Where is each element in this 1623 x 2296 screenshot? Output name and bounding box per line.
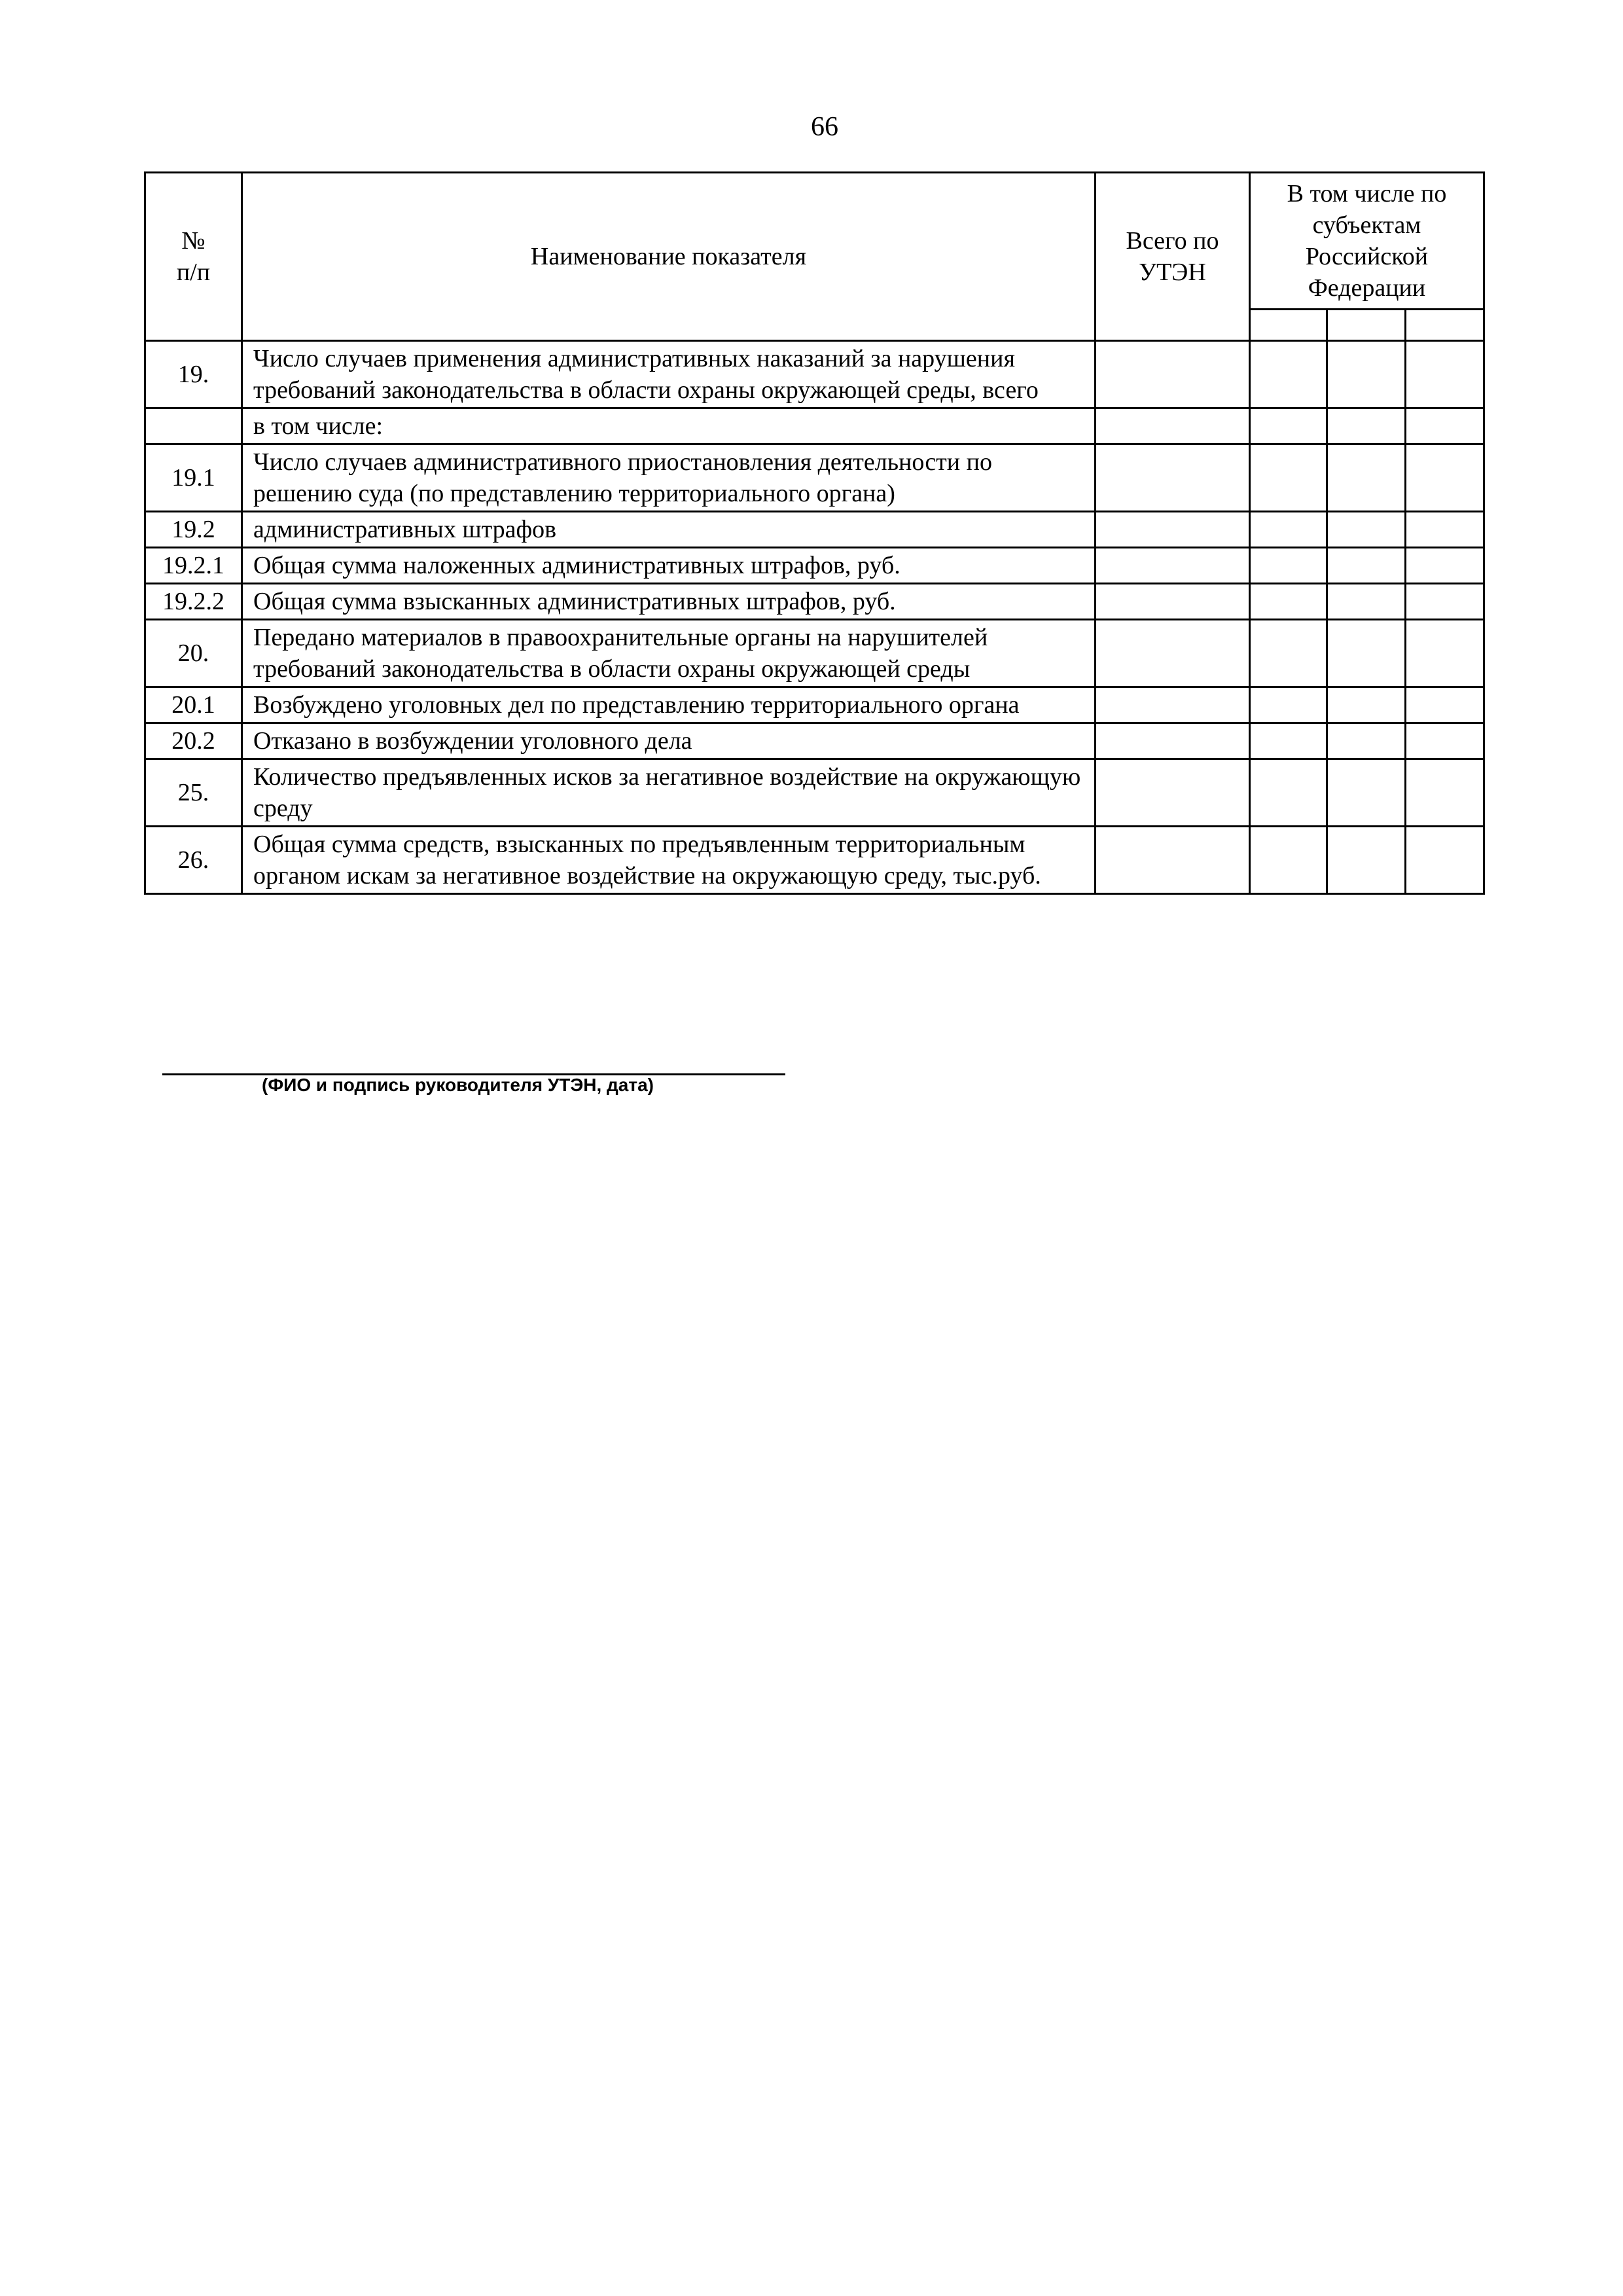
subject-value-cell-3[interactable] — [1406, 687, 1484, 723]
total-value-cell[interactable] — [1096, 584, 1250, 620]
row-number: 19.2.1 — [145, 548, 242, 584]
subject-value-cell-1[interactable] — [1250, 584, 1327, 620]
indicators-table — [144, 171, 1485, 895]
subject-value-cell-1[interactable] — [1250, 512, 1327, 548]
subject-value-cell-3[interactable] — [1406, 408, 1484, 444]
table-row — [145, 620, 1484, 687]
subject-value-cell-3[interactable] — [1406, 548, 1484, 584]
table-header-row — [145, 173, 1484, 310]
header-total-text: Всего по УТЭН — [1126, 227, 1219, 286]
subject-value-cell-2[interactable] — [1327, 548, 1406, 584]
row-number: 19.1 — [145, 444, 242, 512]
table-row — [145, 584, 1484, 620]
indicator-name: Возбуждено уголовных дел по представлению территориального органа — [242, 687, 1096, 723]
subject-value-cell-2[interactable] — [1327, 444, 1406, 512]
indicator-name: Число случаев применения административных наказаний за нарушения требований законодательства в области охраны окружающей среды, всего — [242, 341, 1096, 408]
indicator-name: Общая сумма средств, взысканных по предъявленным территориальным органом искам за негативное воздействие на окружающую среду, тыс.руб. — [242, 827, 1096, 894]
table-row — [145, 512, 1484, 548]
subject-value-cell-3[interactable] — [1406, 759, 1484, 827]
indicator-name: в том числе: — [242, 408, 1096, 444]
subject-value-cell-2[interactable] — [1327, 827, 1406, 894]
indicator-name: Общая сумма взысканных административных штрафов, руб. — [242, 584, 1096, 620]
header-subjects-text: В том числе по субъектам Российской Федерации — [1287, 180, 1447, 302]
total-value-cell[interactable] — [1096, 548, 1250, 584]
subject-value-cell-3[interactable] — [1406, 723, 1484, 759]
subject-value-cell-3[interactable] — [1406, 584, 1484, 620]
total-value-cell[interactable] — [1096, 687, 1250, 723]
subject-value-cell-3[interactable] — [1406, 620, 1484, 687]
total-value-cell[interactable] — [1096, 827, 1250, 894]
subject-value-cell-3[interactable] — [1406, 512, 1484, 548]
row-number: 19.2 — [145, 512, 242, 548]
subject-value-cell-2[interactable] — [1327, 512, 1406, 548]
indicator-name: Отказано в возбуждении уголовного дела — [242, 723, 1096, 759]
signature-caption: (ФИО и подпись руководителя УТЭН, дата) — [262, 1075, 654, 1095]
header-num-text: № п/п — [176, 227, 211, 286]
indicator-name: Число случаев административного приостановления деятельности по решению суда (по представлению территориального органа) — [242, 444, 1096, 512]
subject-value-cell-1[interactable] — [1250, 548, 1327, 584]
table-row — [145, 548, 1484, 584]
subject-value-cell-3[interactable] — [1406, 827, 1484, 894]
header-num — [145, 173, 242, 341]
subject-col-3-header — [1406, 310, 1484, 341]
row-number: 26. — [145, 827, 242, 894]
subject-value-cell-1[interactable] — [1250, 444, 1327, 512]
row-number: 19.2.2 — [145, 584, 242, 620]
header-name — [242, 173, 1096, 341]
total-value-cell[interactable] — [1096, 759, 1250, 827]
row-number: 19. — [145, 341, 242, 408]
subject-value-cell-2[interactable] — [1327, 687, 1406, 723]
subject-value-cell-1[interactable] — [1250, 723, 1327, 759]
subject-value-cell-2[interactable] — [1327, 408, 1406, 444]
table-row — [145, 341, 1484, 408]
table-row — [145, 723, 1484, 759]
row-number: 25. — [145, 759, 242, 827]
subject-value-cell-1[interactable] — [1250, 687, 1327, 723]
total-value-cell[interactable] — [1096, 620, 1250, 687]
subject-value-cell-1[interactable] — [1250, 827, 1327, 894]
subject-value-cell-1[interactable] — [1250, 620, 1327, 687]
header-name-text: Наименование показателя — [530, 243, 807, 270]
subject-value-cell-3[interactable] — [1406, 444, 1484, 512]
indicator-name: Общая сумма наложенных административных штрафов, руб. — [242, 548, 1096, 584]
total-value-cell[interactable] — [1096, 444, 1250, 512]
subject-value-cell-1[interactable] — [1250, 408, 1327, 444]
subject-value-cell-2[interactable] — [1327, 584, 1406, 620]
total-value-cell[interactable] — [1096, 512, 1250, 548]
indicator-name: административных штрафов — [242, 512, 1096, 548]
table-row — [145, 408, 1484, 444]
subject-value-cell-3[interactable] — [1406, 341, 1484, 408]
row-number — [145, 408, 242, 444]
subject-value-cell-1[interactable] — [1250, 341, 1327, 408]
header-total — [1096, 173, 1250, 341]
total-value-cell[interactable] — [1096, 408, 1250, 444]
subject-value-cell-2[interactable] — [1327, 341, 1406, 408]
total-value-cell[interactable] — [1096, 341, 1250, 408]
subject-value-cell-1[interactable] — [1250, 759, 1327, 827]
table-row — [145, 759, 1484, 827]
table-row — [145, 827, 1484, 894]
subject-col-2-header — [1327, 310, 1406, 341]
row-number: 20.2 — [145, 723, 242, 759]
page-number: 66 — [811, 112, 838, 142]
subject-value-cell-2[interactable] — [1327, 759, 1406, 827]
indicator-name: Количество предъявленных исков за негативное воздействие на окружающую среду — [242, 759, 1096, 827]
table-row — [145, 444, 1484, 512]
total-value-cell[interactable] — [1096, 723, 1250, 759]
row-number: 20.1 — [145, 687, 242, 723]
row-number: 20. — [145, 620, 242, 687]
indicator-name: Передано материалов в правоохранительные органы на нарушителей требований законодательства в области охраны окружающей среды — [242, 620, 1096, 687]
table-row — [145, 687, 1484, 723]
subject-value-cell-2[interactable] — [1327, 723, 1406, 759]
subject-col-1-header — [1250, 310, 1327, 341]
header-subjects — [1250, 173, 1484, 310]
subject-value-cell-2[interactable] — [1327, 620, 1406, 687]
